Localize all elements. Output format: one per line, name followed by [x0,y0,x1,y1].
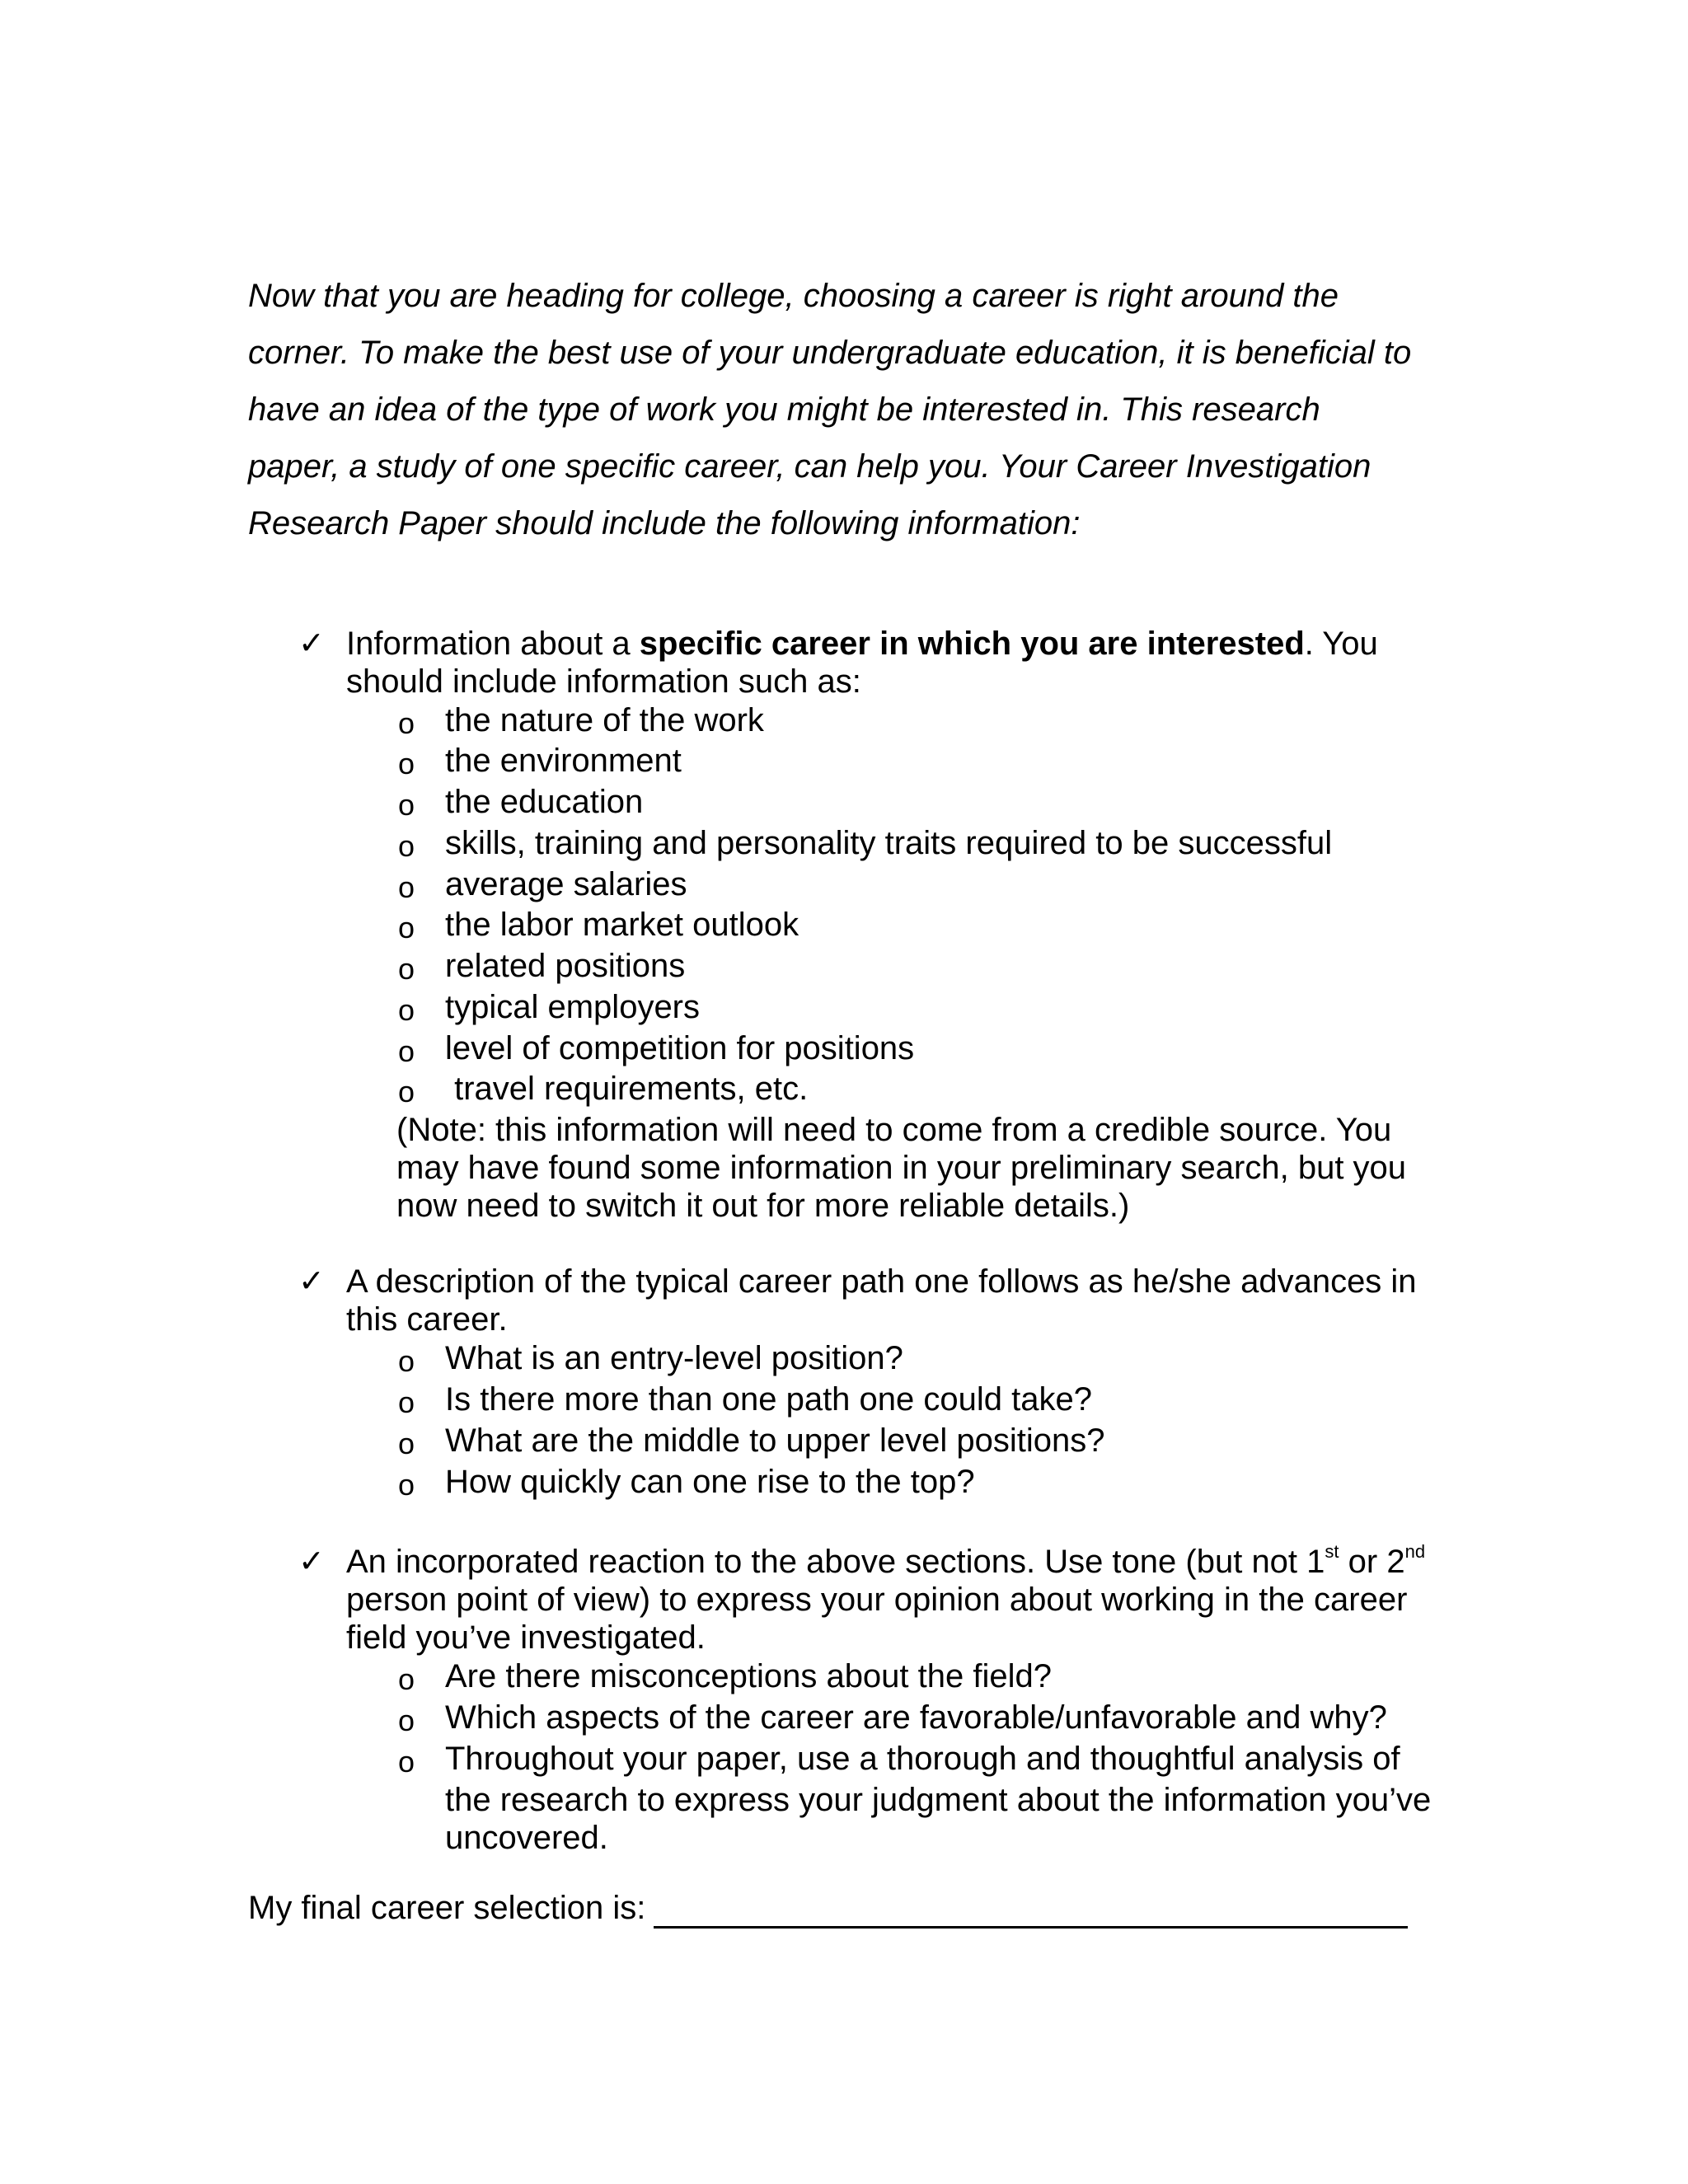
list-item-text: What is an entry-level position? [445,1340,903,1376]
list-item [0,1028,1688,1069]
bullet-o-icon: o [398,706,415,740]
superscript-nd: nd [1404,1540,1426,1562]
section3-line1b: or 2 [1339,1544,1405,1580]
section-career-info-text [346,625,1434,701]
bullet-o-icon: o [398,952,415,986]
section1-bold: specific career in which you are interested [639,626,1305,662]
list-item-text: Which aspects of the career are favorable/unfavorable and why? [445,1699,1387,1736]
list-item-text: How quickly can one rise to the top? [445,1464,975,1500]
bullet-o-icon: o [398,993,415,1027]
bullet-o-icon: o [398,1468,415,1502]
list-item [0,1379,1688,1420]
checkmark-icon: ✓ [298,1264,325,1299]
bullet-o-icon: o [398,1034,415,1068]
list-item-text: level of competition for positions [445,1030,915,1066]
bullet-o-icon: o [398,1075,415,1108]
intro-paragraph [248,268,1451,552]
list-item [0,1338,1688,1379]
list-item-text: travel requirements, etc. [445,1071,809,1107]
bullet-o-icon: o [398,747,415,780]
list-item [0,1656,1688,1697]
section1-post: . You [1304,626,1378,662]
list-item-text: skills, training and personality traits required to be successful [445,825,1333,861]
list-item-text: What are the middle to upper level positions? [445,1422,1105,1459]
bullet-o-icon: o [398,1745,415,1779]
list-item [0,1420,1688,1461]
list-item [0,945,1688,987]
list-item [0,700,1688,741]
intro-line: corner. To make the best use of your undergraduate education, it is beneficial to [248,335,1412,371]
list-item [0,1068,1688,1109]
checkmark-icon: ✓ [298,626,325,661]
list-item [0,740,1688,781]
list-item-text: average salaries [445,866,687,902]
bullet-o-icon: o [398,788,415,822]
section3-line1a: An incorporated reaction to the above sections. Use tone (but not 1 [346,1544,1325,1580]
section-career-path-text [346,1263,1434,1338]
intro-line: paper, a study of one specific career, can help you. Your Career Investigation [248,448,1372,485]
list-item [0,823,1688,864]
intro-line: have an idea of the type of work you might be interested in. This research [248,391,1320,428]
note-line: (Note: this information will need to come from a credible source. You [396,1112,1392,1148]
section1-line2: should include information such as: [346,663,861,700]
bullet-o-icon: o [398,829,415,863]
bullet-o-icon: o [398,1662,415,1696]
list-item-text: uncovered. [445,1820,608,1856]
bullet-o-icon: o [398,870,415,904]
note-line: now need to switch it out for more reliable details.) [396,1188,1130,1224]
bullet-o-icon: o [398,1385,415,1419]
list-item [0,864,1688,905]
final-selection-label: My final career selection is: [248,1890,646,1926]
final-selection [248,1887,1408,1929]
list-item [0,987,1688,1028]
list-item-text: the labor market outlook [445,907,799,943]
checkmark-icon: ✓ [298,1544,325,1579]
list-item [0,781,1688,823]
bullet-o-icon: o [398,1704,415,1737]
section2-line: this career. [346,1301,508,1338]
list-item-text: Are there misconceptions about the field? [445,1658,1052,1694]
intro-line: Research Paper should include the following information: [248,505,1081,541]
list-item-text: the nature of the work [445,702,764,738]
list-item [0,904,1688,945]
list-item-text: the environment [445,743,682,779]
list-item [0,1697,1688,1738]
section3-line3: field you’ve investigated. [346,1619,706,1656]
note-line: may have found some information in your preliminary search, but you [396,1150,1407,1186]
section2-line: A description of the typical career path one follows as he/she advances in [346,1263,1417,1300]
section3-line2: person point of view) to express your opinion about working in the career [346,1582,1408,1618]
list-item-text: related positions [445,948,686,984]
section1-pre: Information about a [346,626,640,662]
intro-line: Now that you are heading for college, choosing a career is right around the [248,278,1339,314]
list-item-text: Is there more than one path one could take? [445,1381,1092,1418]
bullet-o-icon: o [398,1427,415,1460]
list-item-text: Throughout your paper, use a thorough and thoughtful analysis of [445,1741,1400,1777]
list-item-text: typical employers [445,989,701,1025]
list-item [0,1738,1688,1862]
list-item-text: the education [445,784,644,820]
bullet-o-icon: o [398,911,415,944]
section-reaction-text [346,1540,1434,1657]
list-item-text: the research to express your judgment about the information you’ve [445,1782,1432,1818]
final-selection-blank[interactable] [654,1890,1408,1929]
section1-note [396,1111,1406,1225]
bullet-o-icon: o [398,1344,415,1378]
superscript-st: st [1325,1540,1339,1562]
list-item [0,1461,1688,1502]
